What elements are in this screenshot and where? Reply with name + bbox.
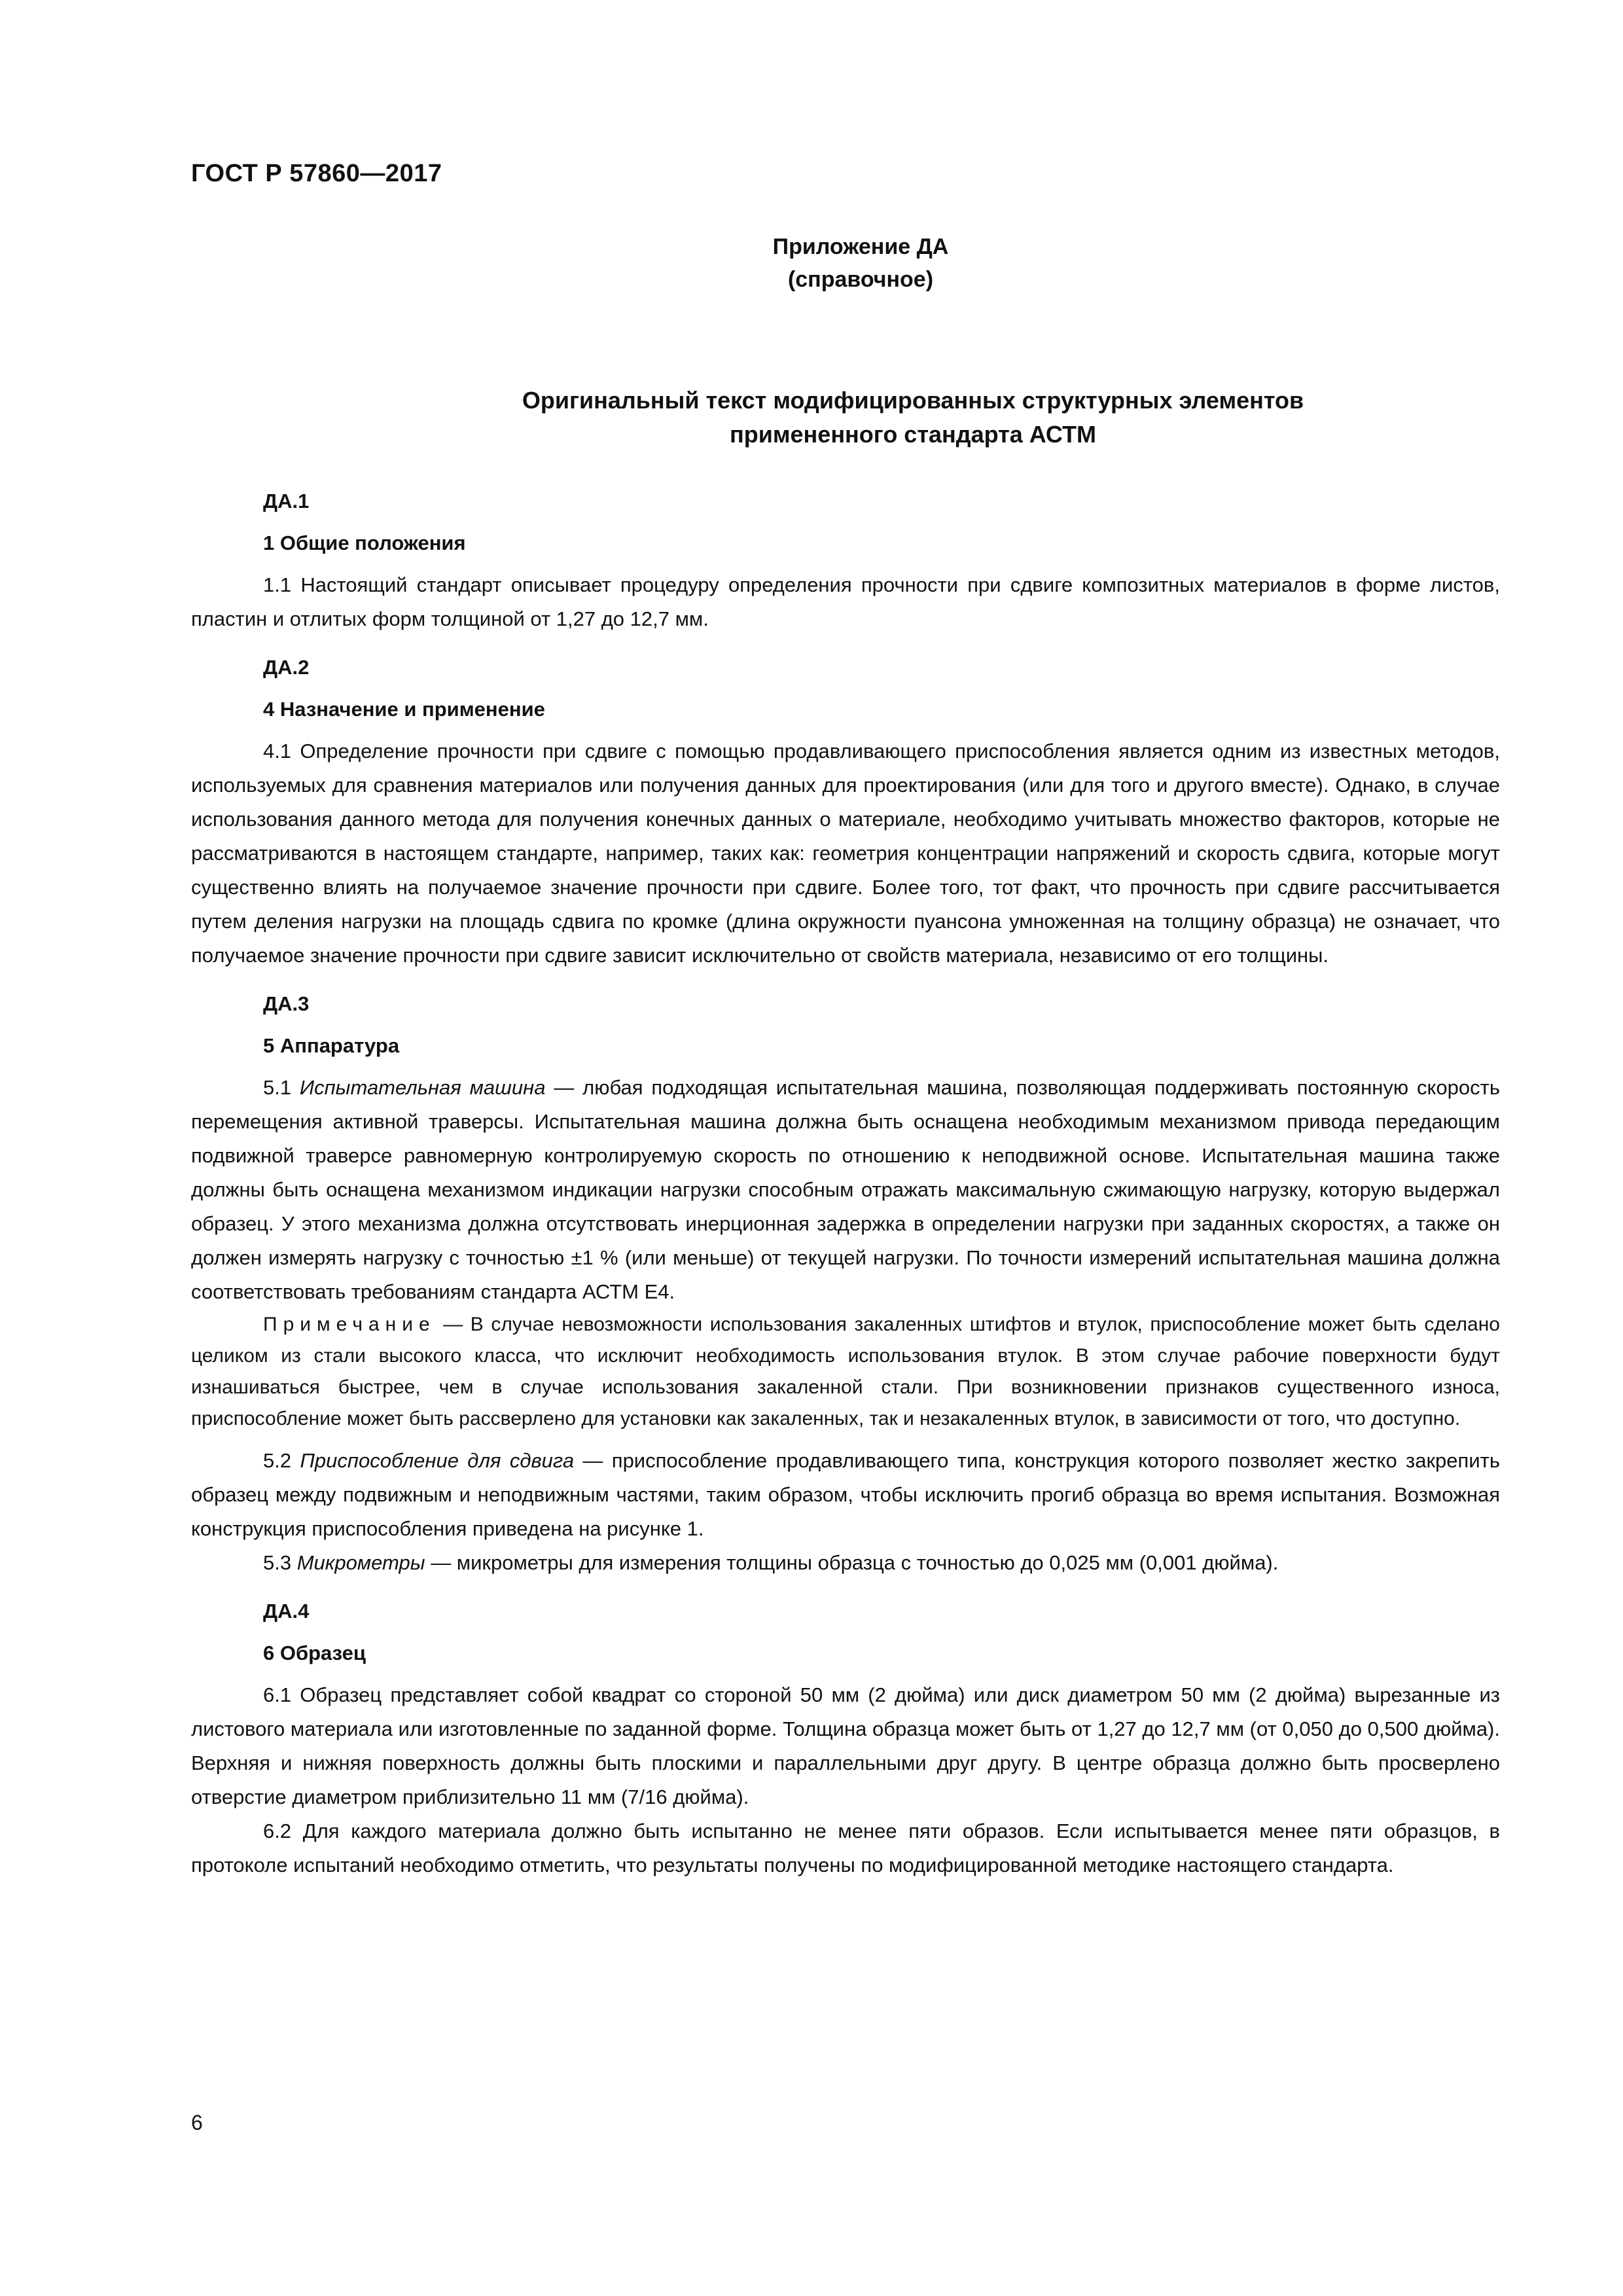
section-heading-general: 1 Общие положения	[263, 531, 466, 554]
section-label-da2: ДА.2	[263, 656, 310, 679]
document-body	[191, 484, 1500, 1882]
paragraph-5-2-number: 5.2	[263, 1449, 300, 1472]
paragraph-5-3-number: 5.3	[263, 1551, 297, 1574]
term-micrometers: Микрометры	[296, 1551, 425, 1574]
paragraph-5-3	[191, 1546, 1500, 1580]
annex-title: Приложение ДА	[772, 234, 949, 259]
note-label: Примечание	[263, 1314, 436, 1335]
paragraph-5-2-text: — приспособление продавливающего типа, конструкция которого позволяет жестко закрепить образец между подвижным и неподвижным частями, таким образом, чтобы исключить прогиб образца во время испытания. Возможная конструкция приспособления приведена на рисунке 1.	[191, 1449, 1500, 1540]
annex-heading	[0, 230, 1623, 296]
paragraph-5-3-text: — микрометры для измерения толщины образца с точностью до 0,025 мм (0,001 дюйма).	[425, 1551, 1279, 1574]
note-paragraph	[191, 1309, 1500, 1435]
paragraph-1-1: 1.1 Настоящий стандарт описывает процедуру определения прочности при сдвиге композитных материалов в форме листов, пластин и отлитых форм толщиной от 1,27 до 12,7 мм.	[191, 573, 1500, 630]
section-heading-apparatus: 5 Аппаратура	[263, 1034, 400, 1057]
section-heading-purpose: 4 Назначение и применение	[263, 698, 545, 721]
document-code: ГОСТ Р 57860—2017	[191, 160, 442, 187]
document-title-line-1: Оригинальный текст модифицированных структурных элементов	[522, 387, 1304, 414]
note-text: — В случае невозможности использования закаленных штифтов и втулок, приспособление может быть сделано целиком из стали высокого класса, что исключит необходимость использования втулок. В этом случае рабочие поверхности будут изнашиваться быстрее, чем в случае использования закаленной стали. При возникновении признаков существенного износа, приспособление может быть рассверлено для установки как закаленных, так и незакаленных втулок, в зависимости от того, что доступно.	[191, 1314, 1500, 1429]
paragraph-6-1: 6.1 Образец представляет собой квадрат со стороной 50 мм (2 дюйма) или диск диаметром 50 мм (2 дюйма) вырезанные из листового материала или изготовленные по заданной форме. Толщина образца может быть от 1,27 до 12,7 мм (от 0,050 до 0,500 дюйма). Верхняя и нижняя поверхность должны быть плоскими и параллельными друг другу. В центре образца должно быть просверлено отверстие диаметром приблизительно 11 мм (7/16 дюйма).	[191, 1683, 1500, 1808]
document-title-line-2: примененного стандарта АСТМ	[730, 421, 1096, 448]
paragraph-6-2: 6.2 Для каждого материала должно быть испытанно не менее пяти образов. Если испытывается менее пяти образцов, в протоколе испытаний необходимо отметить, что результаты получены по модифицированной методике настоящего стандарта.	[191, 1820, 1500, 1876]
section-heading-specimen: 6 Образец	[263, 1641, 366, 1664]
paragraph-5-1	[191, 1071, 1500, 1309]
section-label-da4: ДА.4	[263, 1600, 310, 1623]
term-shear-fixture: Приспособление для сдвига	[300, 1449, 575, 1472]
section-label-da1: ДА.1	[263, 490, 310, 512]
paragraph-5-2	[191, 1444, 1500, 1546]
paragraph-5-1-text: — любая подходящая испытательная машина, позволяющая поддерживать постоянную скорость перемещения активной траверсы. Испытательная машина должна быть оснащена необходимым механизмом привода передающим подвижной траверсе равномерную контролируемую скорость по отношению к неподвижной основе. Испытательная машина также должны быть оснащена механизмом индикации нагрузки способным отражать максимальную сжимающую нагрузку, которую выдержал образец. У этого механизма должна отсутствовать инерционная задержка в определении нагрузки при заданных скоростях, а также он должен измерять нагрузку с точностью ±1 % (или меньше) от текущей нагрузки. По точности измерений испытательная машина должна соответствовать требованиям стандарта АСТМ Е4.	[191, 1076, 1500, 1303]
term-testing-machine: Испытательная машина	[299, 1076, 546, 1099]
page-number: 6	[191, 2111, 203, 2134]
document-title	[191, 384, 1623, 452]
annex-type: (справочное)	[787, 267, 934, 292]
paragraph-4-1: 4.1 Определение прочности при сдвиге с помощью продавливающего приспособления является одним из известных методов, используемых для сравнения материалов или получения данных для проектирования (или для того и другого вместе). Однако, в случае использования данного метода для получения конечных данных о материале, необходимо учитывать множество факторов, которые не рассматриваются в настоящем стандарте, например, таких как: геометрия концентрации напряжений и скорость сдвига, которые могут существенно влиять на получаемое значение прочности при сдвиге. Более того, тот факт, что прочность при сдвиге рассчитывается путем деления нагрузки на площадь сдвига по кромке (длина окружности пуансона умноженная на толщину образца) не означает, что получаемое значение прочности при сдвиге зависит исключительно от свойств материала, независимо от его толщины.	[191, 740, 1500, 967]
section-label-da3: ДА.3	[263, 992, 310, 1015]
paragraph-5-1-number: 5.1	[263, 1076, 300, 1099]
